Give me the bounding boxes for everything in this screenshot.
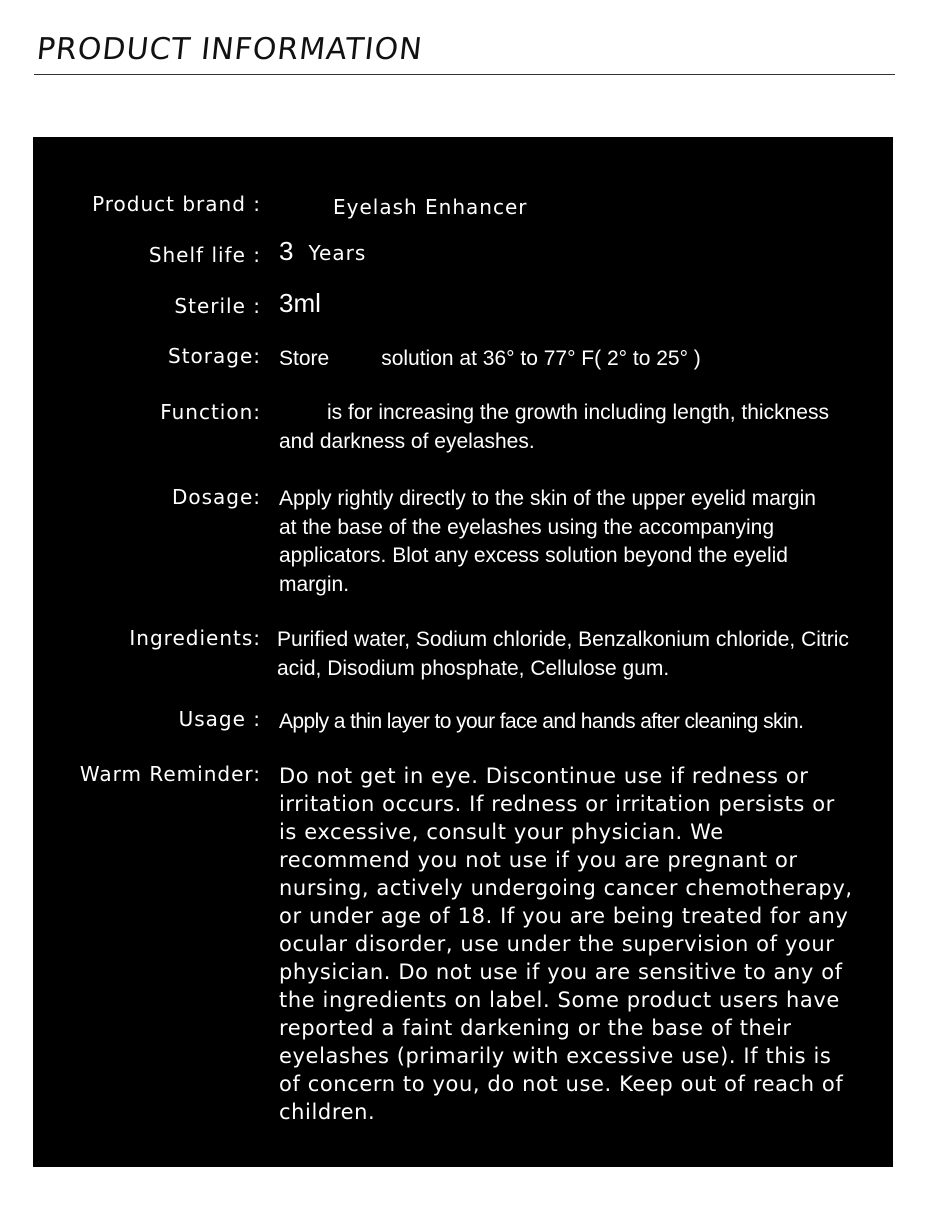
product-brand-label: Product brand : <box>92 192 261 216</box>
sterile-value: 3ml <box>279 288 321 318</box>
dosage-value: Apply rightly directly to the skin of the upper eyelid margin at the base of the eyelashes using the accompanying applicators. Blot any excess solution beyond the eyelid margin. <box>279 487 816 596</box>
function-value: is for increasing the growth including length, thickness and darkness of eyelashes. <box>279 401 829 453</box>
shelf-life-number: 3 <box>279 236 295 266</box>
sterile-label: Sterile : <box>174 294 261 318</box>
storage-label: Storage: <box>168 344 261 368</box>
usage-label: Usage : <box>178 707 261 731</box>
warm-reminder-value: Do not get in eye. Discontinue use if redness or irritation occurs. If redness or irritation persists or is excessive, consult your physician. We recommend you not use if you are pregnant or nursing, actively undergoing cancer chemotherapy, or under age of 18. If you are being treated for any ocular disorder, use under the supervision of your physician. Do not use if you are sensitive to any of the ingredients on label. Some product users have reported a faint darkening or the base of their eyelashes (primarily with excessive use). If this is of concern to you, do not use. Keep out of reach of children. <box>279 764 853 1124</box>
warm-reminder-label: Warm Reminder: <box>79 762 261 786</box>
shelf-life-label: Shelf life : <box>148 243 261 267</box>
storage-text: solution at 36° to 77° F( 2° to 25° ) <box>381 347 701 370</box>
usage-value: Apply a thin layer to your face and hands after cleaning skin. <box>279 710 804 733</box>
product-brand-value: Eyelash Enhancer <box>333 195 528 219</box>
storage-prefix: Store <box>279 347 330 370</box>
dosage-label: Dosage: <box>171 485 261 509</box>
function-label: Function: <box>160 400 261 424</box>
page-title: PRODUCT INFORMATION <box>35 32 425 67</box>
title-divider <box>34 74 895 75</box>
shelf-life-value <box>279 237 366 268</box>
shelf-life-unit: Years <box>308 241 367 265</box>
ingredients-value: Purified water, Sodium chloride, Benzalkonium chloride, Citric acid, Disodium phosphate, Cellulose gum. <box>277 628 849 680</box>
product-info-panel <box>33 137 893 1167</box>
storage-value <box>279 345 701 374</box>
ingredients-label: Ingredients: <box>129 626 261 650</box>
